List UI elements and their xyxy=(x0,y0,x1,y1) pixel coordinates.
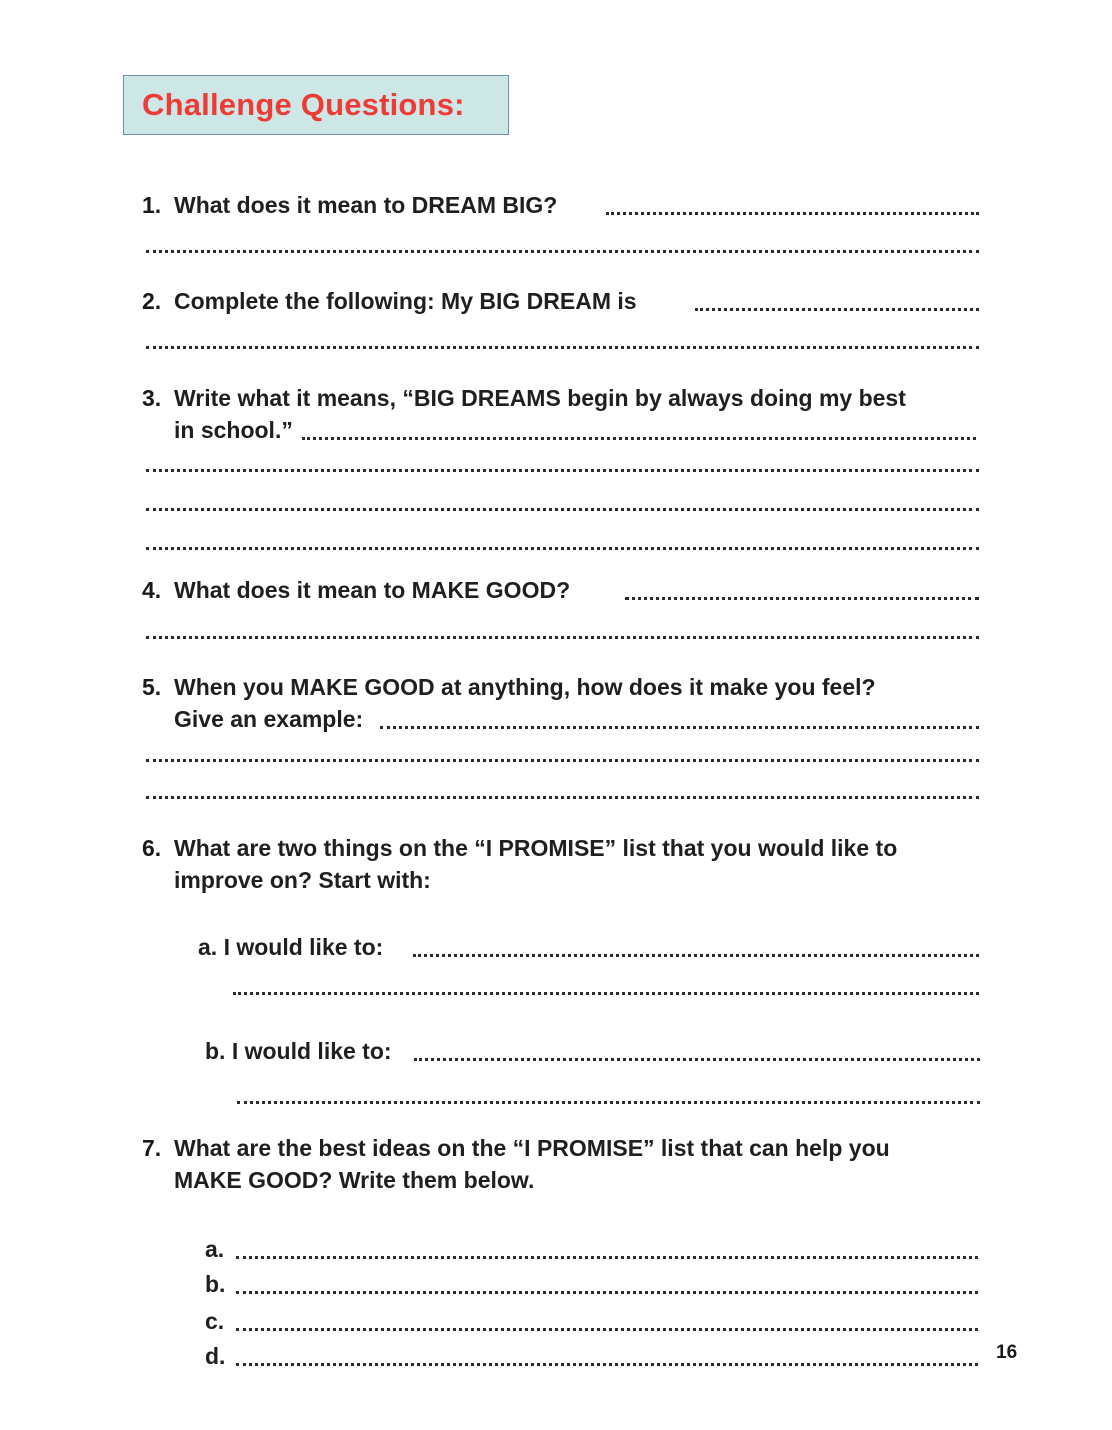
section-title: Challenge Questions: xyxy=(142,87,465,122)
answer-line[interactable] xyxy=(413,954,979,957)
question-text: Write what it means, “BIG DREAMS begin by always doing my best xyxy=(174,385,906,411)
section-title-box xyxy=(123,75,509,135)
answer-line[interactable] xyxy=(146,469,979,472)
sub-item-label: c. xyxy=(205,1308,225,1334)
answer-line[interactable] xyxy=(233,992,979,995)
question-text: What does it mean to DREAM BIG? xyxy=(174,192,558,218)
question-text-continued: improve on? Start with: xyxy=(174,867,431,893)
question-text: What are two things on the “I PROMISE” list that you would like to xyxy=(174,835,898,861)
sub-item-label: b. xyxy=(205,1271,226,1297)
answer-line[interactable] xyxy=(236,1291,978,1294)
answer-line[interactable] xyxy=(236,1256,978,1259)
question-text: Complete the following: My BIG DREAM is xyxy=(174,288,637,314)
answer-line[interactable] xyxy=(146,547,979,550)
question-number: 4. xyxy=(142,577,162,603)
answer-line[interactable] xyxy=(695,308,979,311)
question-text: When you MAKE GOOD at anything, how does it make you feel? xyxy=(174,674,876,700)
answer-line[interactable] xyxy=(146,759,979,762)
answer-line[interactable] xyxy=(146,346,979,349)
question-text-continued: Give an example: xyxy=(174,706,364,732)
question-number: 2. xyxy=(142,288,162,314)
question-number: 3. xyxy=(142,385,162,411)
answer-line[interactable] xyxy=(606,212,979,215)
sub-item-label: a. xyxy=(205,1236,225,1262)
answer-line[interactable] xyxy=(236,1363,978,1366)
answer-line[interactable] xyxy=(146,796,979,799)
answer-line[interactable] xyxy=(236,1328,978,1331)
question-text: What are the best ideas on the “I PROMISE” list that can help you xyxy=(174,1135,890,1161)
answer-line[interactable] xyxy=(146,250,979,253)
answer-line[interactable] xyxy=(302,437,976,440)
question-text: What does it mean to MAKE GOOD? xyxy=(174,577,571,603)
question-number: 5. xyxy=(142,674,162,700)
sub-item-label: b. I would like to: xyxy=(205,1038,392,1064)
answer-line[interactable] xyxy=(414,1058,980,1061)
answer-line[interactable] xyxy=(380,726,979,729)
question-number: 7. xyxy=(142,1135,162,1161)
answer-line[interactable] xyxy=(625,597,979,600)
answer-line[interactable] xyxy=(237,1101,980,1104)
question-number: 1. xyxy=(142,192,162,218)
answer-line[interactable] xyxy=(146,508,979,511)
answer-line[interactable] xyxy=(146,636,979,639)
question-text-continued: in school.” xyxy=(174,417,293,443)
sub-item-label: a. I would like to: xyxy=(198,934,384,960)
page-number: 16 xyxy=(996,1342,1018,1363)
question-text-continued: MAKE GOOD? Write them below. xyxy=(174,1167,535,1193)
question-number: 6. xyxy=(142,835,162,861)
sub-item-label: d. xyxy=(205,1343,226,1369)
